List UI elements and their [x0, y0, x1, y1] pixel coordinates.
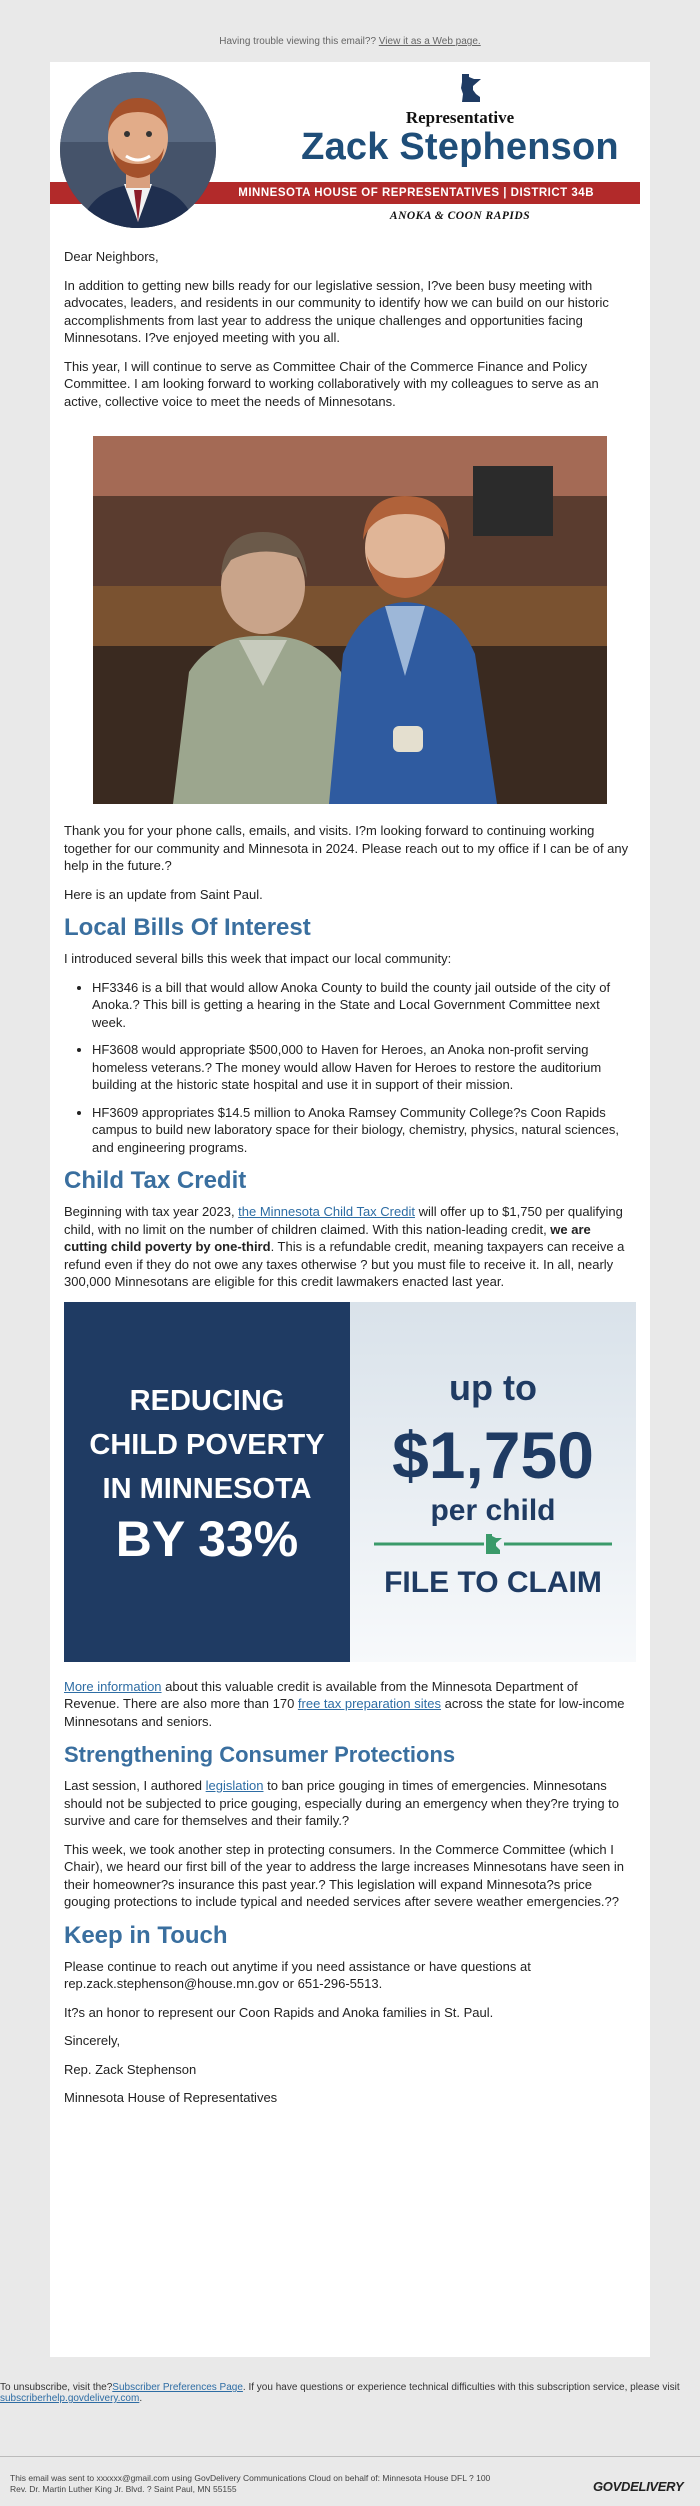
local-bills-list — [64, 979, 636, 1157]
graphic-line-2: CHILD POVERTY — [89, 1428, 325, 1461]
footer-unsubscribe: To unsubscribe, visit the?Subscriber Preferences Page. If you have questions or experience technical difficulties with this subscription service, please visit subscriberhelp.govdelivery.com. — [0, 2382, 680, 2404]
list-item: • HF3608 would appropriate $500,000 to Haven for Heroes, an Anoka non-profit serving homeless veterans.? The money would allow Haven for Heroes to restore the auditorium building at the historic state hospital and use it in support of their mission. — [92, 1041, 636, 1094]
rep-title: Representative — [405, 108, 515, 127]
email-card — [50, 62, 650, 2357]
graphic-cta: FILE TO CLAIM — [384, 1565, 602, 1599]
consumer-protections-heading: Strengthening Consumer Protections — [64, 1742, 456, 1767]
thanks-paragraph: Thank you for your phone calls, emails, and visits. I?m looking forward to continuing working together for our community and Minnesota in 2024. Please reach out to my office if I can be of any help in the future.? — [64, 823, 629, 873]
legislation-link[interactable]: legislation — [205, 1778, 264, 1793]
consumer-paragraph-1: Last session, I authored legislation to ban price gouging in times of emergencies. Minnesotans should not be subjected to price gouging, especially during an emergency when they?re trying to survive and care for themselves and their family.? — [64, 1778, 620, 1828]
subscriber-preferences-link[interactable]: Subscriber Preferences Page — [112, 2382, 243, 2393]
minnesota-state-icon — [460, 74, 482, 102]
footer-sent-info: This email was sent to xxxxxx@gmail.com using GovDelivery Communications Cloud on behalf of: Minnesota House DFL ? 100 Rev. Dr. Martin Luther King Jr. Blvd. ? Saint Paul, MN 55155 — [10, 2473, 491, 2494]
graphic-up-to: up to — [449, 1366, 537, 1408]
child-tax-paragraph: Beginning with tax year 2023, the Minnesota Child Tax Credit will offer up to $1,750 per qualifying child, with no limit on the number of children claimed. With this nation-leading credit, we are cutting child poverty by one-third. This is a refundable credit, meaning taxpayers can receive a refund even if they do not owe any taxes otherwise ? but you must file to receive it. In all, nearly 300,000 Minnesotans are eligible for this credit lawmakers enacted last year. — [64, 1204, 625, 1289]
child-tax-heading: Child Tax Credit — [64, 1167, 247, 1194]
rep-name: Zack Stephenson — [301, 126, 619, 168]
graphic-line-4: BY 33% — [115, 1510, 299, 1567]
signoff: Sincerely, — [64, 2033, 121, 2048]
local-bills-heading: Local Bills Of Interest — [64, 914, 311, 941]
honor-paragraph: It?s an honor to represent our Coon Rapids and Anoka families in St. Paul. — [64, 2004, 494, 2020]
header-band: MINNESOTA HOUSE OF REPRESENTATIVES | DISTRICT 34B — [50, 182, 640, 204]
update-line: Here is an update from Saint Paul. — [64, 886, 263, 902]
signature-name: Rep. Zack Stephenson — [64, 2061, 197, 2077]
header — [50, 62, 650, 242]
graphic-line-3: IN MINNESOTA — [102, 1472, 312, 1505]
intro-paragraph-2: This year, I will continue to serve as Committee Chair of the Commerce Finance and Policy Committee. I am looking forward to working collaboratively with my colleagues to serve as an active, collective voice to meet the needs of Minnesotans. — [64, 358, 599, 409]
intro-paragraph-1: In addition to getting new bills ready for our legislative session, I?ve been busy meeting with advocates, leaders, and residents in our community to identify how we can build on our historic accomplishments from last year to address the unique challenges and opportunities facing Minnesotans. I?ve enjoyed meeting with you all. — [64, 277, 609, 345]
avatar — [60, 72, 216, 228]
govdelivery-logo: GOVDELIVERY — [593, 2479, 684, 2494]
graphic-per-child: per child — [430, 1493, 556, 1527]
district-subtitle: ANOKA & COON RAPIDS — [389, 210, 531, 222]
free-tax-prep-link[interactable]: free tax preparation sites — [297, 1696, 441, 1711]
more-info-paragraph: More information about this valuable credit is available from the Minnesota Department of Revenue. There are also more than 170 free tax preparation sites across the state for low-income Minnesotans and seniors. — [64, 1678, 625, 1729]
keep-in-touch-heading: Keep in Touch — [64, 1921, 228, 1949]
web-version-link[interactable]: View it as a Web page. — [378, 36, 481, 47]
list-item: • HF3346 is a bill that would allow Anoka County to build the county jail outside of the city of Anoka.? This bill is getting a hearing in the State and Local Government Committee next week. — [92, 979, 636, 1032]
signature-org: Minnesota House of Representatives — [64, 2090, 278, 2105]
graphic-amount: $1,750 — [392, 1417, 594, 1492]
graphic-line-1: REDUCING — [129, 1384, 285, 1417]
child-tax-credit-graphic — [64, 1302, 636, 1662]
footer-divider — [0, 2456, 700, 2457]
hero-photo — [93, 436, 607, 804]
local-bills-intro: I introduced several bills this week that impact our local community: — [64, 951, 452, 966]
email-body — [64, 248, 636, 2118]
more-information-link[interactable]: More information — [64, 1678, 162, 1694]
contact-paragraph: Please continue to reach out anytime if you need assistance or have questions at rep.zack.stephenson@house.mn.gov or 651-296-5513. — [64, 1958, 531, 1991]
consumer-paragraph-2: This week, we took another step in protecting consumers. In the Commerce Committee (which I Chair), we heard our first bill of the year to address the large increases Minnesotans have seen in their homeowner?s insurance this past year.? This legislation will expand Minnesota?s price gouging protections to include typical and needed services after severe weather emergencies.?? — [64, 1841, 625, 1909]
child-tax-credit-link[interactable]: the Minnesota Child Tax Credit — [238, 1204, 415, 1219]
list-item: • HF3609 appropriates $14.5 million to Anoka Ramsey Community College?s Coon Rapids campus to build new laboratory space for their biology, chemistry, physics, natural sciences, and engineering programs. — [92, 1104, 636, 1157]
subscriber-help-link[interactable]: subscriberhelp.govdelivery.com — [0, 2393, 140, 2404]
greeting: Dear Neighbors, — [64, 249, 159, 264]
top-note: Having trouble viewing this email?? View it as a Web page. — [219, 36, 481, 47]
